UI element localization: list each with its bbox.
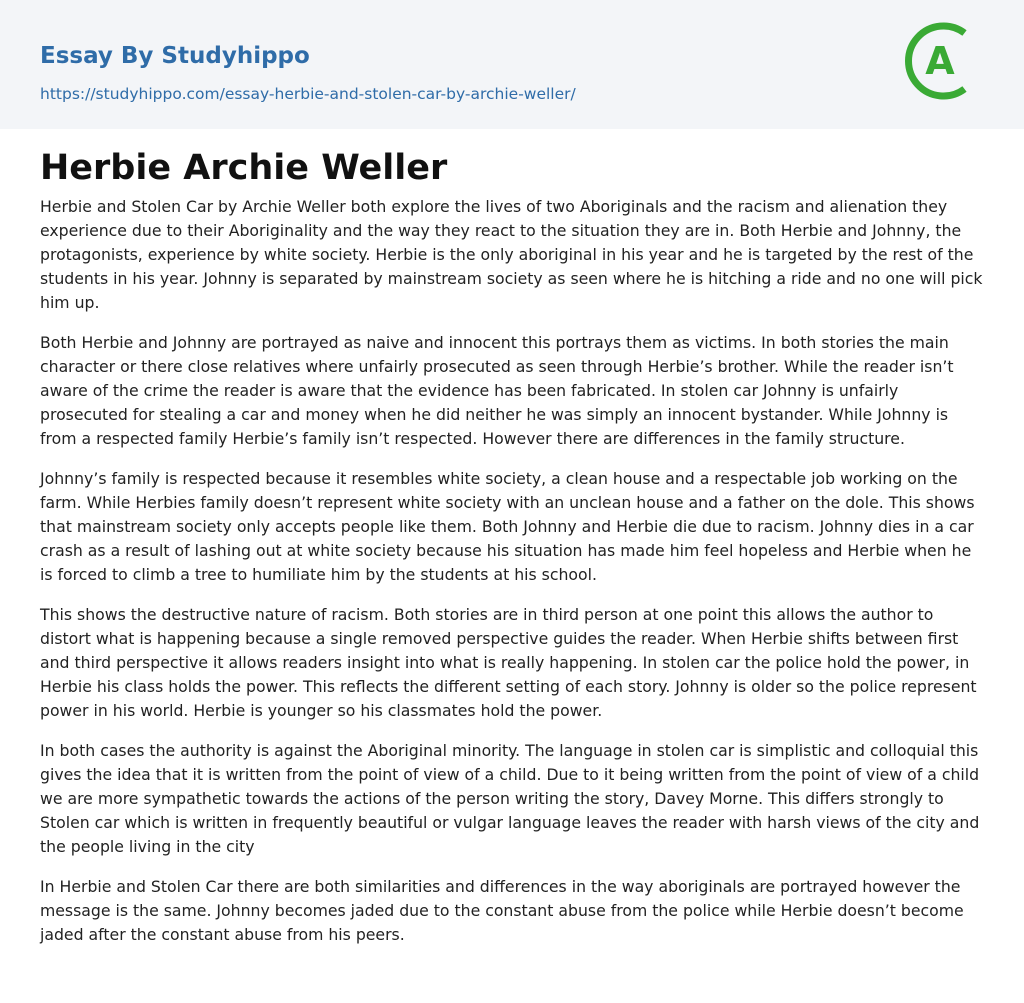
logo-letter: A <box>925 39 955 83</box>
essay-url-link[interactable]: https://studyhippo.com/essay-herbie-and-stolen-car-by-archie-weller/ <box>40 85 576 103</box>
site-brand-title[interactable]: Essay By Studyhippo <box>40 43 310 69</box>
article-paragraph: This shows the destructive nature of racism. Both stories are in third person at one point this allows the author to distort what is happening because a single removed perspective guides the reader. When Herbie shifts between first and third perspective it allows readers insight into what is really happening. In stolen car the police hold the power, in Herbie his class holds the power. This reflects the different setting of each story. Johnny is older so the police represent power in his world. Herbie is younger so his classmates hold the power. <box>40 605 977 720</box>
article-paragraph: In both cases the authority is against the Aboriginal minority. The language in stolen car is simplistic and colloquial this gives the idea that it is written from the point of view of a child. Due to it being written from the point of view of a child we are more sympathetic towards the actions of the person writing the story, Davey Morne. This differs strongly to Stolen car which is written in frequently beautiful or vulgar language leaves the reader with harsh views of the city and the people living in the city <box>40 741 980 856</box>
article-body <box>40 143 986 963</box>
article-title: Herbie Archie Weller <box>40 148 448 188</box>
article-paragraph: Johnny’s family is respected because it resembles white society, a clean house and a respectable job working on the farm. While Herbies family doesn’t represent white society with an unclean house and a father on the dole. This shows that mainstream society only accepts people like them. Both Johnny and Herbie die due to racism. Johnny dies in a car crash as a result of lashing out at white society because his situation has made him feel hopeless and Herbie when he is forced to climb a tree to humiliate him by the students at his school. <box>40 469 975 584</box>
article-paragraph: Herbie and Stolen Car by Archie Weller both explore the lives of two Aboriginals and the racism and alienation they experience due to their Aboriginality and the way they react to the situation they are in. Both Herbie and Johnny, the protagonists, experience by white society. Herbie is the only aboriginal in his year and he is targeted by the rest of the students in his year. Johnny is separated by mainstream society as seen where he is hitching a ride and no one will pick him up. <box>40 197 983 312</box>
site-header <box>0 0 1024 129</box>
letter-a-circle-logo-icon[interactable] <box>901 18 987 104</box>
article-paragraph: Both Herbie and Johnny are portrayed as naive and innocent this portrays them as victims. In both stories the main character or there close relatives where unfairly prosecuted as seen through Herbie’s brother. While the reader isn’t aware of the crime the reader is aware that the evidence has been fabricated. In stolen car Johnny is unfairly prosecuted for stealing a car and money when he did neither he was simply an innocent bystander. While Johnny is from a respected family Herbie’s family isn’t respected. However there are differences in the family structure. <box>40 333 954 448</box>
article-paragraph: In Herbie and Stolen Car there are both similarities and differences in the way aboriginals are portrayed however the message is the same. Johnny becomes jaded due to the constant abuse from the police while Herbie doesn’t become jaded after the constant abuse from his peers. <box>40 877 964 944</box>
